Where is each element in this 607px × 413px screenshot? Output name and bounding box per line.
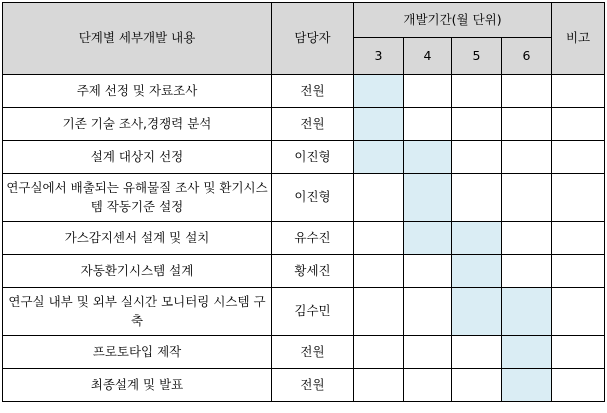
month-cell-5 [452, 174, 502, 222]
note-column-header: 비고 [552, 3, 605, 75]
month-cell-5 [452, 141, 502, 174]
month-cell-5 [452, 369, 502, 402]
month-cell-active-6 [502, 288, 552, 336]
owner-cell: 김수민 [272, 288, 354, 336]
month-cell-active-3 [354, 141, 404, 174]
task-cell: 자동환기시스템 설계 [3, 255, 272, 288]
owner-cell: 전원 [272, 108, 354, 141]
month-cell-4 [404, 75, 452, 108]
task-cell: 가스감지센서 설계 및 설치 [3, 222, 272, 255]
month-cell-4 [404, 336, 452, 369]
owner-column-header: 담당자 [272, 3, 354, 75]
table-row [3, 141, 605, 174]
month-header-4: 4 [404, 38, 452, 75]
task-column-header: 단계별 세부개발 내용 [3, 3, 272, 75]
month-cell-5 [452, 108, 502, 141]
task-cell: 최종설계 및 발표 [3, 369, 272, 402]
month-header-5: 5 [452, 38, 502, 75]
month-cell-3 [354, 174, 404, 222]
note-cell [552, 75, 605, 108]
note-cell [552, 222, 605, 255]
month-cell-active-4 [404, 222, 452, 255]
owner-cell: 전원 [272, 369, 354, 402]
table-row [3, 108, 605, 141]
month-cell-4 [404, 108, 452, 141]
month-cell-6 [502, 174, 552, 222]
month-cell-active-4 [404, 141, 452, 174]
month-cell-6 [502, 222, 552, 255]
note-cell [552, 369, 605, 402]
month-cell-active-6 [502, 336, 552, 369]
month-cell-5 [452, 75, 502, 108]
month-cell-3 [354, 222, 404, 255]
month-cell-3 [354, 255, 404, 288]
month-cell-6 [502, 75, 552, 108]
note-cell [552, 255, 605, 288]
table-row [3, 369, 605, 402]
owner-cell: 이진형 [272, 141, 354, 174]
month-cell-3 [354, 369, 404, 402]
note-cell [552, 141, 605, 174]
table-row [3, 174, 605, 222]
task-cell: 주제 선정 및 자료조사 [3, 75, 272, 108]
month-cell-6 [502, 255, 552, 288]
owner-cell: 전원 [272, 336, 354, 369]
note-cell [552, 288, 605, 336]
month-cell-active-5 [452, 255, 502, 288]
month-cell-4 [404, 288, 452, 336]
task-cell: 연구실 내부 및 외부 실시간 모니터링 시스템 구축 [3, 288, 272, 336]
task-cell: 설계 대상지 선정 [3, 141, 272, 174]
header-row-top [3, 3, 605, 38]
month-cell-6 [502, 108, 552, 141]
note-cell [552, 108, 605, 141]
table-row [3, 288, 605, 336]
month-cell-6 [502, 141, 552, 174]
table-row [3, 255, 605, 288]
table-row [3, 222, 605, 255]
month-cell-active-5 [452, 288, 502, 336]
owner-cell: 전원 [272, 75, 354, 108]
development-schedule-table [2, 2, 605, 402]
month-cell-active-4 [404, 174, 452, 222]
note-cell [552, 174, 605, 222]
task-cell: 연구실에서 배출되는 유해물질 조사 및 환기시스템 작동기준 설정 [3, 174, 272, 222]
month-cell-active-6 [502, 369, 552, 402]
task-cell: 프로토타입 제작 [3, 336, 272, 369]
month-cell-active-5 [452, 222, 502, 255]
month-cell-3 [354, 336, 404, 369]
month-cell-4 [404, 255, 452, 288]
owner-cell: 유수진 [272, 222, 354, 255]
note-cell [552, 336, 605, 369]
month-cell-5 [452, 336, 502, 369]
owner-cell: 황세진 [272, 255, 354, 288]
period-column-header: 개발기간(월 단위) [354, 3, 552, 38]
month-header-3: 3 [354, 38, 404, 75]
month-cell-active-3 [354, 108, 404, 141]
owner-cell: 이진형 [272, 174, 354, 222]
table-row [3, 336, 605, 369]
month-cell-active-3 [354, 75, 404, 108]
month-cell-4 [404, 369, 452, 402]
month-cell-3 [354, 288, 404, 336]
month-header-6: 6 [502, 38, 552, 75]
table-row [3, 75, 605, 108]
schedule-rows [3, 75, 605, 402]
task-cell: 기존 기술 조사,경쟁력 분석 [3, 108, 272, 141]
